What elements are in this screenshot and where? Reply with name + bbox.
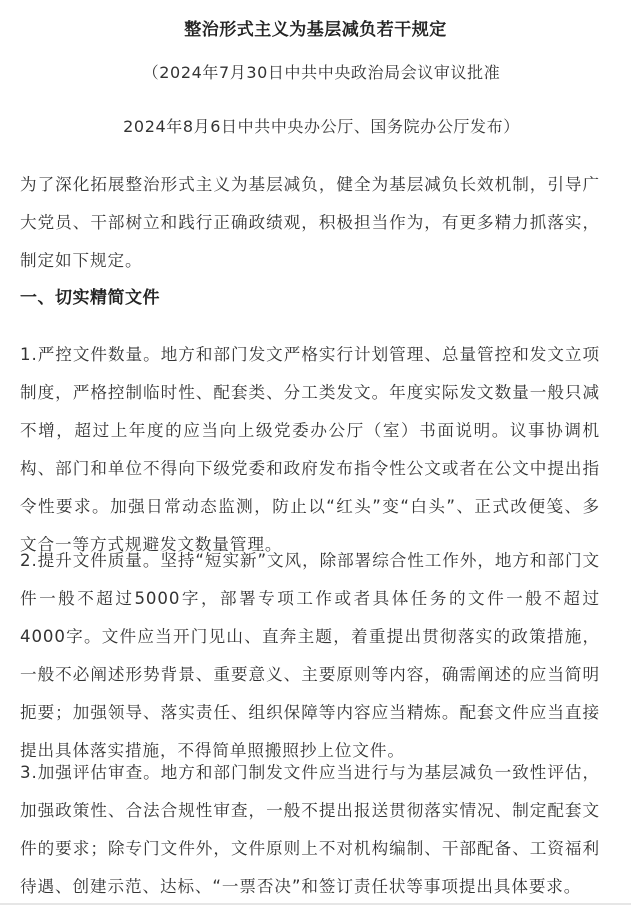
document-subtitle-approval: （2024年7月30日中共中央政治局会议审议批准 [142, 63, 501, 82]
document-title: 整治形式主义为基层减负若干规定 [184, 20, 447, 41]
section-paragraph-1: 1.严控文件数量。地方和部门发文严格实行计划管理、总量管控和发文立项制度，严格控制临时性、配套类、分工类发文。年度实际发文数量一般只减不增，超过上年度的应当向上级党委办公厅（室）书面说明。议事协调机构、部门和单位不得向下级党委和政府发布指令性公文或者在公文中提出指令性要求。加强日常动态监测，防止以“红头”变“白头”、正式改便笺、多文合一等方式规避发文数量管理。 [20, 345, 600, 554]
section-paragraph-2: 2.提升文件质量。坚持“短实新”文风，除部署综合性工作外，地方和部门文件一般不超过5000字，部署专项工作或者具体任务的文件一般不超过4000字。文件应当开门见山、直奔主题，着重提出贯彻落实的政策措施，一般不必阐述形势背景、重要意义、主要原则等内容，确需阐述的应当简明扼要；加强领导、落实责任、组织保障等内容应当精炼。配套文件应当直接提出具体落实措施，不得简单照搬照抄上位文件。 [20, 551, 600, 760]
bottom-divider [0, 903, 631, 905]
section-heading: 一、切实精简文件 [20, 288, 160, 308]
document-subtitle-release: 2024年8月6日中共中央办公厅、国务院办公厅发布） [123, 117, 520, 136]
intro-paragraph: 为了深化拓展整治形式主义为基层减负，健全为基层减负长效机制，引导广大党员、干部树立和践行正确政绩观，积极担当作为，有更多精力抓落实，制定如下规定。 [20, 175, 600, 270]
section-paragraph-3: 3.加强评估审查。地方和部门制发文件应当进行与为基层减负一致性评估，加强政策性、合法合规性审查，一般不提出报送贯彻落实情况、制定配套文件的要求；除专门文件外，文件原则上不对机构编制、干部配备、工资福利待遇、创建示范、达标、“一票否决”和签订责任状等事项提出具体要求。 [20, 763, 600, 896]
